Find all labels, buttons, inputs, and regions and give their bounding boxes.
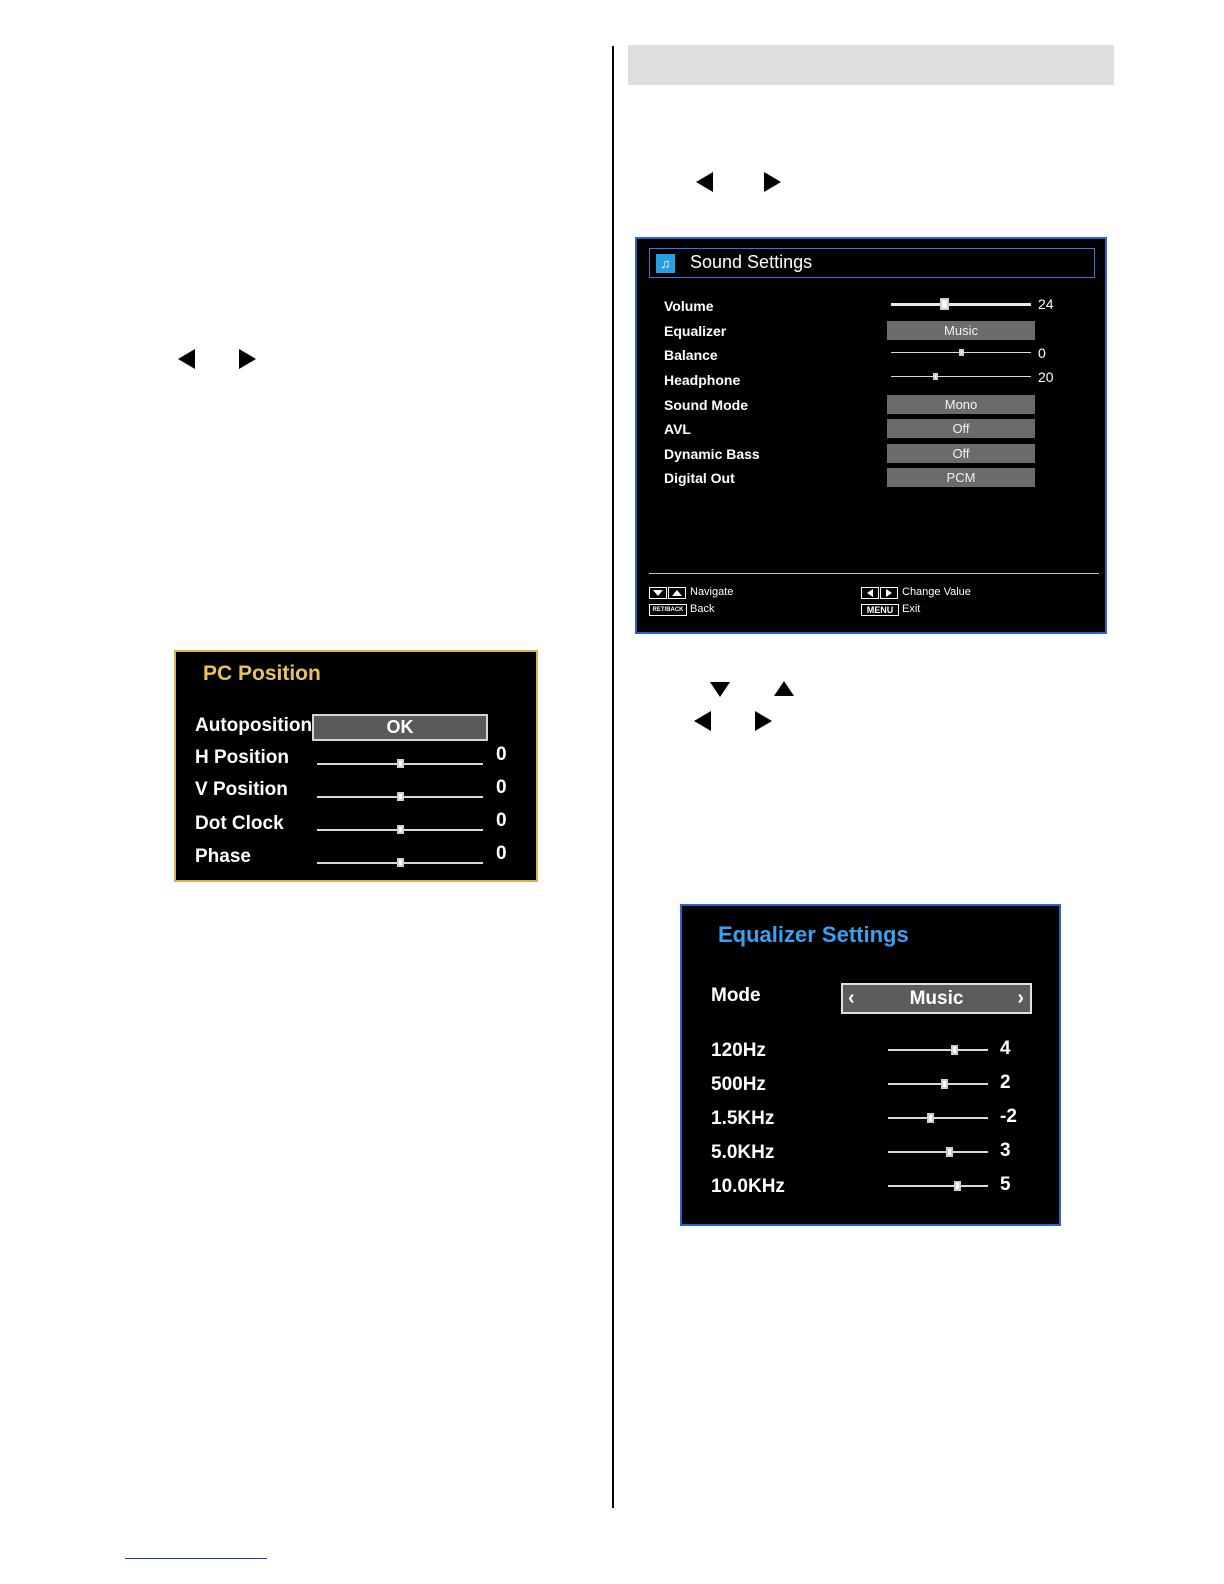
slider-knob[interactable] — [927, 1113, 934, 1123]
change-value-keys — [861, 587, 899, 599]
footer-rule — [125, 1558, 267, 1559]
headphone-label: Headphone — [664, 372, 741, 388]
band-1-5khz-value: -2 — [1000, 1106, 1017, 1127]
v-position-slider[interactable] — [317, 785, 483, 809]
navigate-hint: Navigate — [690, 586, 734, 598]
band-10-0khz-label: 10.0KHz — [711, 1176, 785, 1197]
sound-settings-panel — [635, 237, 1107, 634]
band-500hz-label: 500Hz — [711, 1074, 766, 1095]
slider-knob[interactable] — [946, 1147, 953, 1157]
balance-label: Balance — [664, 347, 718, 363]
h-position-label: H Position — [195, 747, 289, 768]
dot-clock-value: 0 — [496, 810, 507, 831]
slider-knob[interactable] — [397, 858, 404, 867]
music-note-icon: ♫ — [656, 254, 675, 273]
pc-position-title: PC Position — [203, 662, 321, 685]
down-arrow-icon — [710, 682, 730, 697]
slider-knob[interactable] — [954, 1181, 961, 1191]
band-5-0khz-label: 5.0KHz — [711, 1142, 775, 1163]
slider-knob[interactable] — [397, 792, 404, 801]
ret-back-key-icon: RET/BACK — [649, 604, 687, 616]
band-10-0khz-value: 5 — [1000, 1174, 1011, 1195]
slider-knob[interactable] — [959, 349, 964, 356]
volume-slider[interactable] — [891, 296, 1031, 312]
back-hint: Back — [690, 603, 715, 615]
autoposition-ok-button[interactable]: OK — [312, 714, 488, 741]
chevron-right-icon[interactable]: › — [1017, 987, 1024, 1009]
avl-value-box[interactable]: Off — [887, 419, 1035, 438]
digital-out-value-box[interactable]: PCM — [887, 468, 1035, 487]
band-120hz-value: 4 — [1000, 1038, 1011, 1059]
volume-value: 24 — [1038, 296, 1054, 312]
dot-clock-slider[interactable] — [317, 818, 483, 842]
dot-clock-label: Dot Clock — [195, 813, 284, 834]
equalizer-label: Equalizer — [664, 323, 727, 339]
sound-settings-title: Sound Settings — [690, 252, 813, 272]
chevron-left-icon[interactable]: ‹ — [848, 987, 855, 1009]
dynamic-bass-label: Dynamic Bass — [664, 446, 760, 462]
section-header-band — [628, 45, 1114, 85]
menu-key-icon: MENU — [861, 604, 899, 616]
band-500hz-value: 2 — [1000, 1072, 1011, 1093]
h-position-value: 0 — [496, 744, 507, 765]
equalizer-settings-title: Equalizer Settings — [718, 922, 909, 947]
equalizer-value-box[interactable]: Music — [887, 321, 1035, 340]
digital-out-label: Digital Out — [664, 470, 735, 486]
sound-mode-label: Sound Mode — [664, 397, 748, 413]
navigate-keys — [649, 587, 687, 599]
slider-knob[interactable] — [933, 373, 938, 380]
right-arrow-icon — [239, 349, 256, 369]
phase-slider[interactable] — [317, 851, 483, 875]
band-120hz-label: 120Hz — [711, 1040, 766, 1061]
right-arrow-icon — [764, 172, 781, 192]
sound-settings-header — [649, 248, 1095, 278]
headphone-value: 20 — [1038, 369, 1054, 385]
left-arrow-icon — [694, 711, 711, 731]
phase-value: 0 — [496, 843, 507, 864]
phase-label: Phase — [195, 846, 251, 867]
balance-value: 0 — [1038, 345, 1046, 361]
band-500hz-slider[interactable] — [888, 1075, 988, 1093]
slider-knob[interactable] — [397, 825, 404, 834]
balance-slider[interactable] — [891, 345, 1031, 361]
exit-hint: Exit — [902, 603, 921, 615]
band-1-5khz-label: 1.5KHz — [711, 1108, 775, 1129]
slider-knob[interactable] — [951, 1045, 958, 1055]
down-key-icon — [649, 587, 667, 599]
mode-value: Music — [909, 988, 964, 1009]
up-key-icon — [668, 587, 686, 599]
volume-label: Volume — [664, 298, 714, 314]
left-arrow-icon — [696, 172, 713, 192]
pc-position-panel — [174, 650, 538, 882]
right-arrow-icon — [755, 711, 772, 731]
change-value-hint: Change Value — [902, 586, 971, 598]
left-key-icon — [861, 587, 879, 599]
mode-selector[interactable] — [841, 983, 1032, 1014]
band-1-5khz-slider[interactable] — [888, 1109, 988, 1127]
h-position-slider[interactable] — [317, 752, 483, 776]
headphone-slider[interactable] — [891, 369, 1031, 385]
left-arrow-icon — [178, 349, 195, 369]
dynamic-bass-value-box[interactable]: Off — [887, 444, 1035, 463]
band-5-0khz-slider[interactable] — [888, 1143, 988, 1161]
v-position-value: 0 — [496, 777, 507, 798]
column-divider — [612, 46, 614, 1508]
up-arrow-icon — [774, 681, 794, 696]
footer-separator — [649, 573, 1099, 574]
sound-mode-value-box[interactable]: Mono — [887, 395, 1035, 414]
band-10-0khz-slider[interactable] — [888, 1177, 988, 1195]
slider-knob[interactable] — [397, 759, 404, 768]
equalizer-settings-panel — [680, 904, 1061, 1226]
slider-knob[interactable] — [941, 1079, 948, 1089]
band-5-0khz-value: 3 — [1000, 1140, 1011, 1161]
slider-knob[interactable] — [940, 298, 949, 310]
v-position-label: V Position — [195, 779, 288, 800]
mode-label: Mode — [711, 985, 761, 1006]
avl-label: AVL — [664, 421, 691, 437]
right-key-icon — [880, 587, 898, 599]
autoposition-label: Autoposition — [195, 715, 313, 736]
band-120hz-slider[interactable] — [888, 1041, 988, 1059]
